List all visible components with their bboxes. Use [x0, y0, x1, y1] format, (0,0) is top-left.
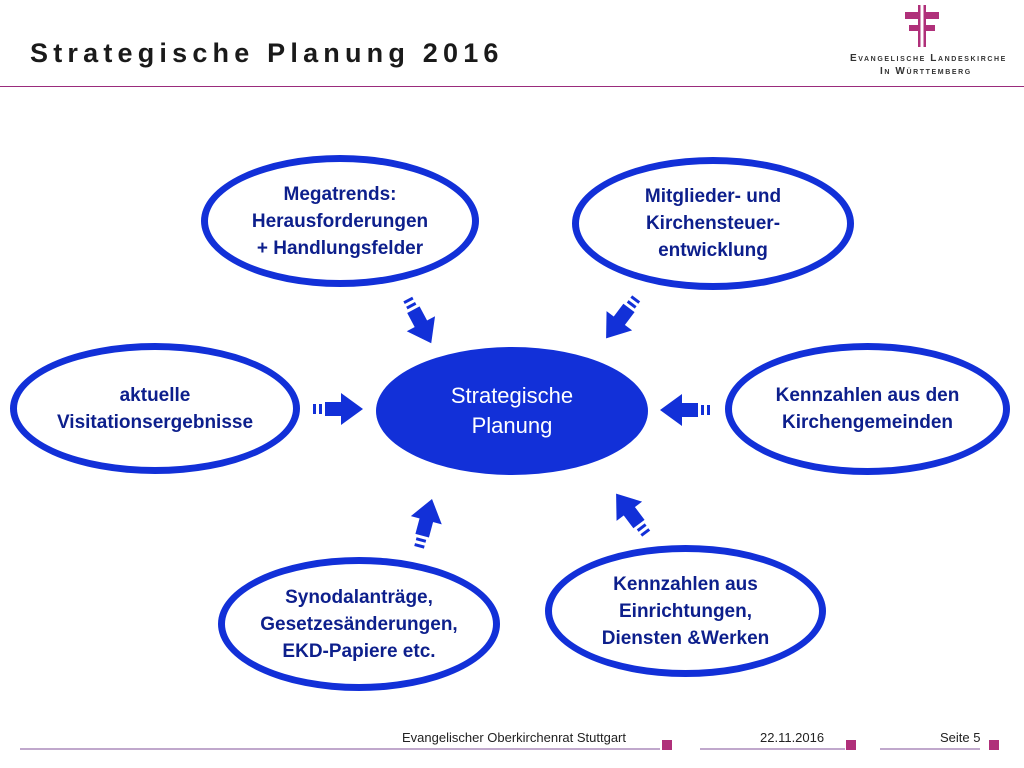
arrow-from-kennzahlen-gemeinden [660, 394, 710, 426]
arrow-from-visitation [313, 393, 363, 425]
arrow-from-kennzahlen-einrichtungen [603, 484, 659, 543]
footer-rule-1 [20, 748, 660, 750]
logo-line-2: In Württemberg [880, 66, 972, 77]
node-mitglieder: Mitglieder- und Kirchensteuer- entwicklung [572, 157, 854, 290]
node-kennzahlen-einrichtungen: Kennzahlen aus Einrichtungen, Diensten &Werken [545, 545, 826, 677]
footer-marker-1 [662, 740, 672, 750]
arrow-from-synodal [404, 495, 448, 552]
footer-marker-2 [846, 740, 856, 750]
footer-organization: Evangelischer Oberkirchenrat Stuttgart [402, 730, 626, 745]
node-megatrends: Megatrends: Herausforderungen + Handlungsfelder [201, 155, 479, 287]
node-kennzahlen-gemeinden: Kennzahlen aus den Kirchengemeinden [725, 343, 1010, 475]
footer-rule-2 [700, 748, 845, 750]
footer-page-number: Seite 5 [940, 730, 981, 745]
node-synodal: Synodalanträge, Gesetzesänderungen, EKD-Papiere etc. [218, 557, 500, 691]
arrow-from-megatrends [394, 292, 446, 351]
slide-title: Strategische Planung 2016 [30, 38, 504, 68]
node-visitation: aktuelle Visitationsergebnisse [10, 343, 300, 474]
footer-rule-3 [880, 748, 980, 750]
arrow-from-mitglieder [593, 289, 649, 348]
footer-marker-3 [989, 740, 999, 750]
logo-line-1: Evangelische Landeskirche [850, 53, 1007, 64]
footer-date: 22.11.2016 [760, 730, 825, 745]
hub-strategische-planung: Strategische Planung [376, 347, 648, 475]
